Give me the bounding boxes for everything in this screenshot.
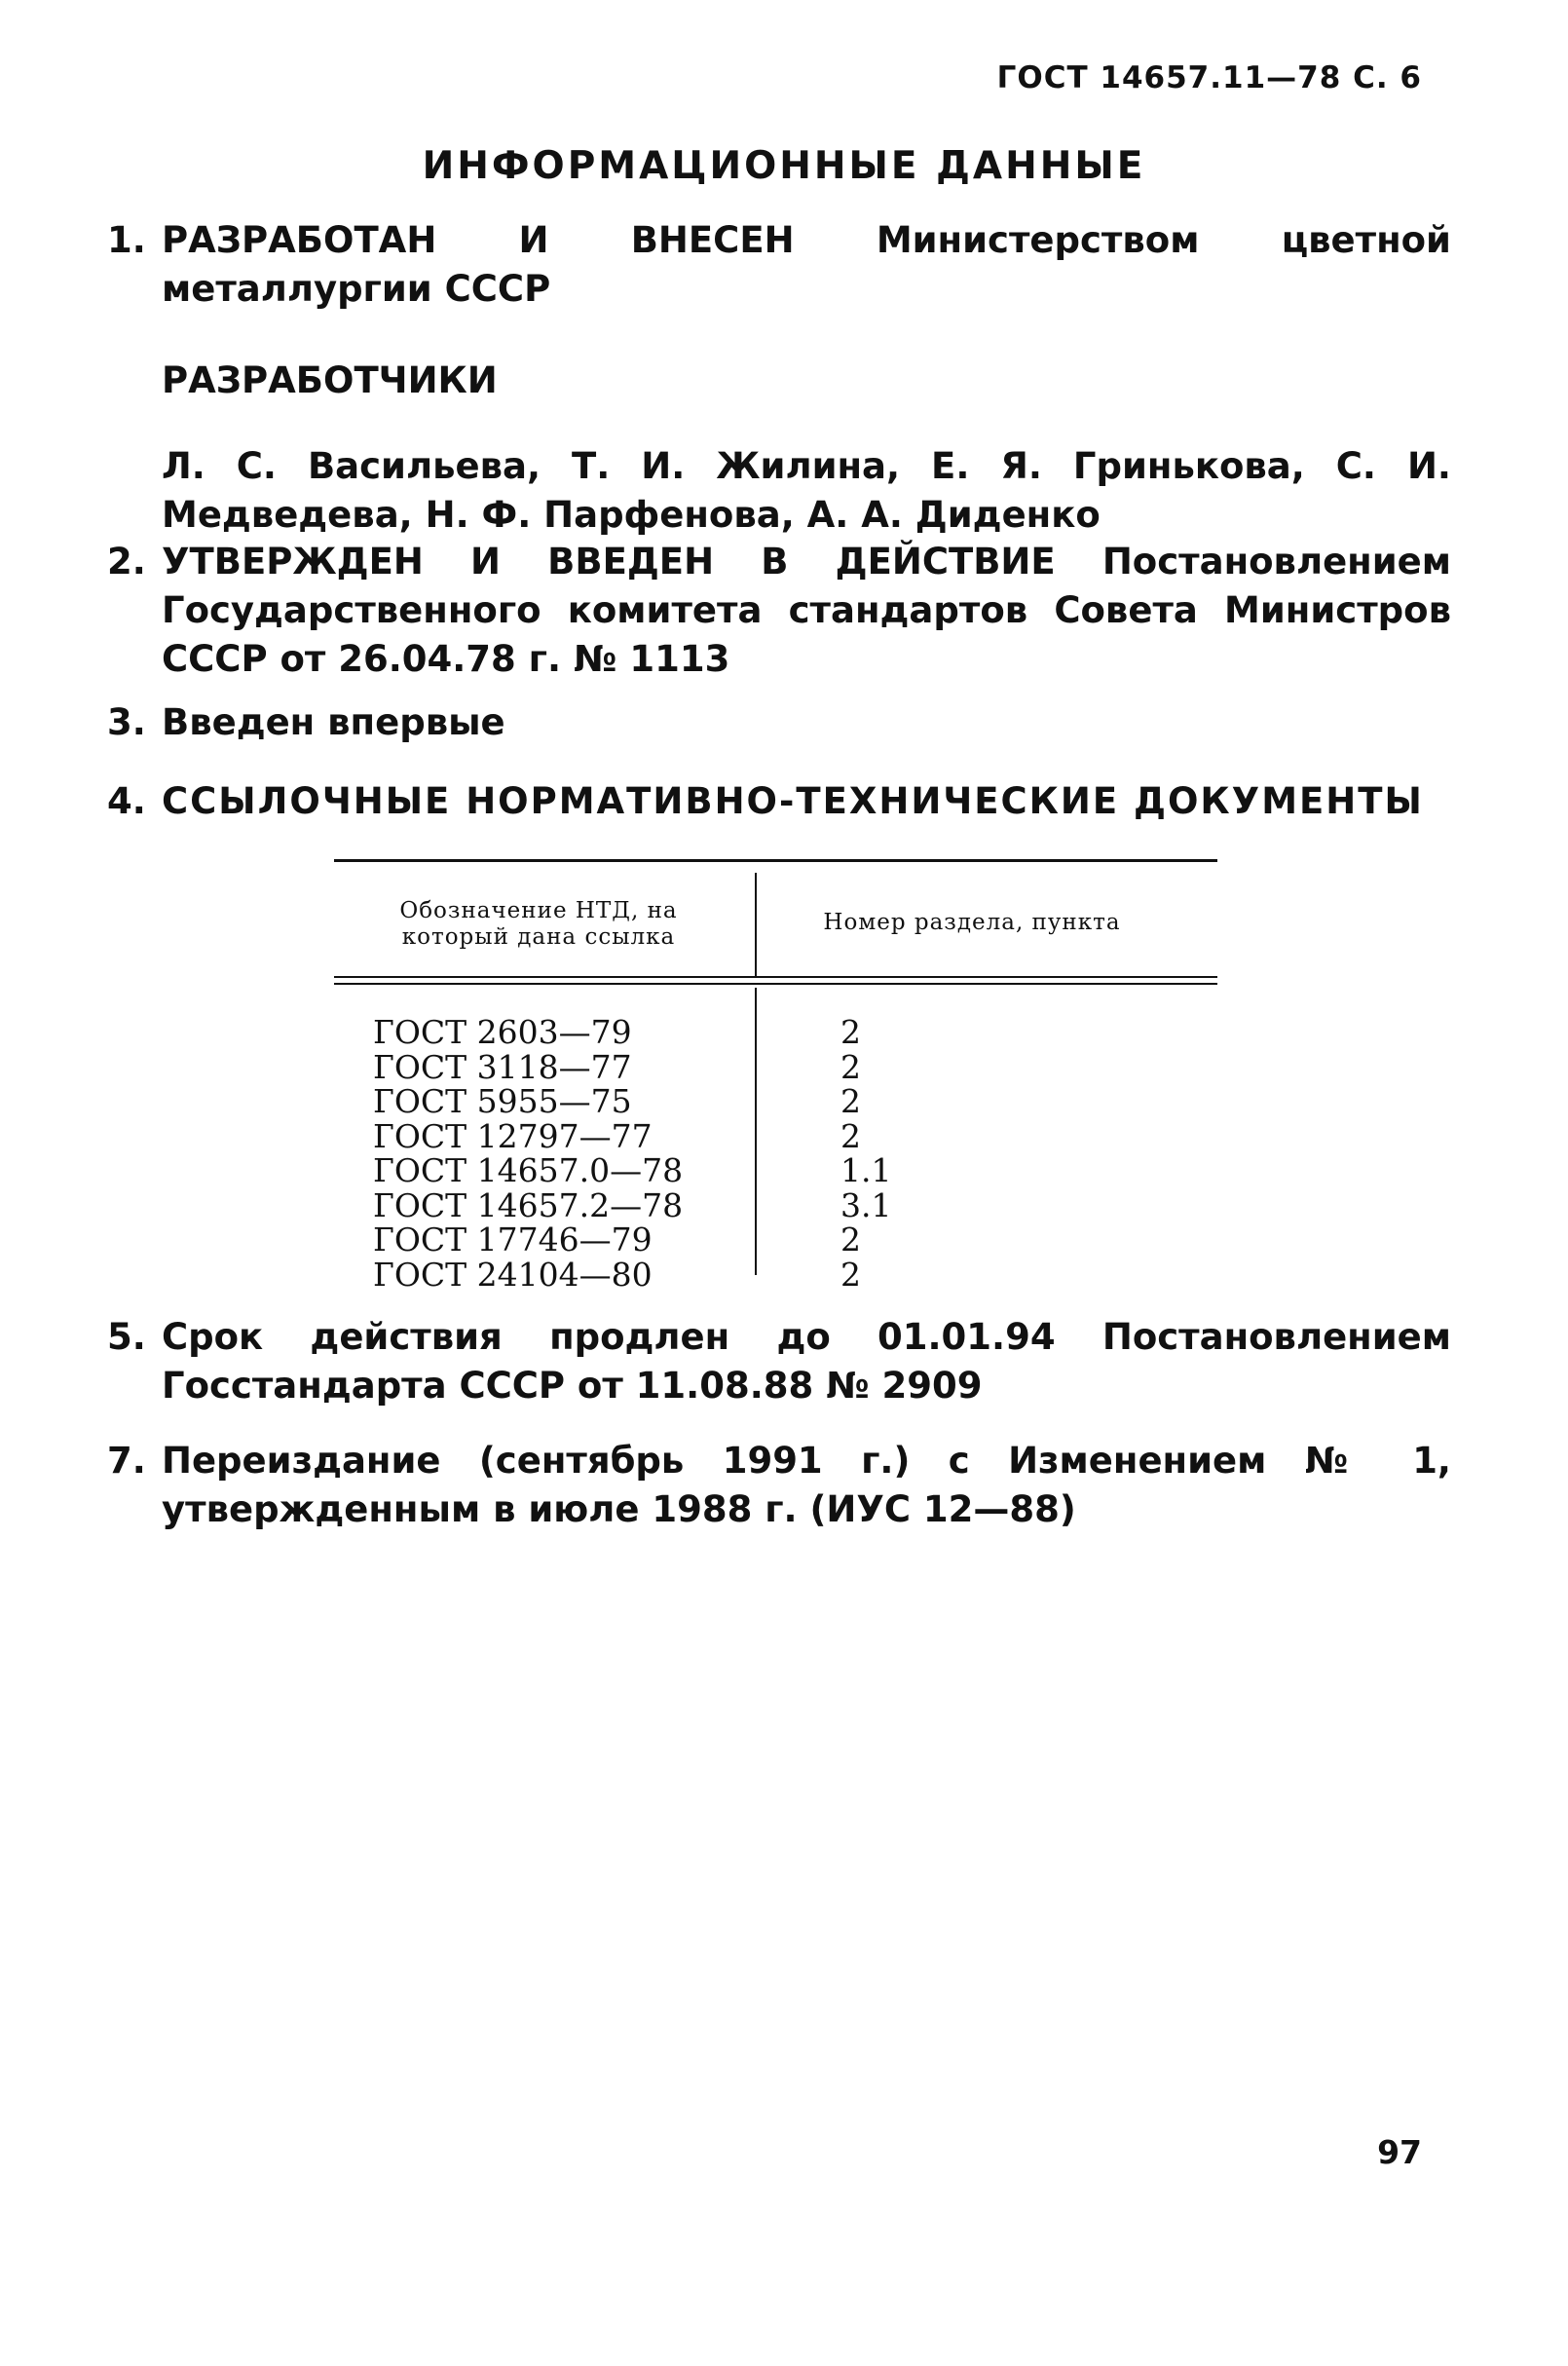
table-cell-designation: ГОСТ 14657.0—78	[373, 1151, 684, 1189]
item-number: 4.	[107, 780, 146, 822]
table-cell-designation: ГОСТ 17746—79	[373, 1221, 653, 1258]
table-cell-section: 2	[840, 1221, 861, 1258]
table-cell-designation: ГОСТ 2603—79	[373, 1013, 632, 1051]
column-header-section: Номер раздела, пункта	[823, 910, 1121, 935]
info-item-7	[107, 1437, 1451, 1534]
info-item-1	[107, 216, 1451, 540]
table-cell-designation: ГОСТ 24104—80	[373, 1255, 653, 1294]
info-item-3	[107, 698, 1451, 747]
table-cell-section: 2	[840, 1255, 861, 1294]
table-cell-section: 3.1	[840, 1185, 892, 1224]
table-header-rule	[334, 983, 1217, 985]
item-number: 2.	[107, 541, 146, 582]
item-text: УТВЕРЖДЕН И ВВЕДЕН В ДЕЙСТВИЕ Постановлением Государственного комитета стандартов Совета Министров СССР от 26.04.78 г. № 1113	[162, 541, 1451, 680]
item-number: 3.	[107, 701, 146, 743]
page-title: ИНФОРМАЦИОННЫЕ ДАННЫЕ	[422, 144, 1146, 188]
designation-column	[373, 1015, 683, 1292]
table-top-rule	[334, 859, 1217, 862]
info-item-4	[107, 777, 1451, 826]
item-text: Переиздание (сентябрь 1991 г.) с Изменением № 1, утвержденным в июле 1988 г. (ИУС 12—88)	[162, 1440, 1451, 1530]
item-number: 7.	[107, 1440, 146, 1482]
item-text: РАЗРАБОТАН И ВНЕСЕН Министерством цветной металлургии СССР	[162, 219, 1451, 310]
table-cell-section: 2	[840, 1116, 861, 1155]
table-cell-designation: ГОСТ 5955—75	[373, 1082, 632, 1120]
item-text: ССЫЛОЧНЫЕ НОРМАТИВНО-ТЕХНИЧЕСКИЕ ДОКУМЕНТЫ	[162, 780, 1424, 822]
item-text: Введен впервые	[162, 701, 505, 743]
table-cell-section: 2	[840, 1082, 861, 1120]
table-cell-designation: ГОСТ 3118—77	[373, 1047, 632, 1086]
developers-heading: РАЗРАБОТЧИКИ	[162, 359, 498, 401]
item-number: 5.	[107, 1316, 146, 1358]
table-column-divider	[755, 988, 757, 1275]
column-header-designation: Обозначение НТД, на который дана ссылка	[399, 898, 678, 950]
table-cell-designation: ГОСТ 14657.2—78	[373, 1185, 684, 1224]
page-number: 97	[1377, 2133, 1422, 2171]
reference-documents-table	[334, 859, 1217, 1294]
table-cell-section: 2	[840, 1047, 861, 1086]
developers-list: Л. С. Васильева, Т. И. Жилина, Е. Я. Гринькова, С. И. Медведева, Н. Ф. Парфенова, А. А. Диденко	[162, 445, 1451, 536]
info-item-5	[107, 1313, 1451, 1410]
table-header-rule	[334, 976, 1217, 978]
table-cell-section: 1.1	[840, 1151, 892, 1189]
table-cell-section: 2	[840, 1013, 861, 1051]
table-cell-designation: ГОСТ 12797—77	[373, 1116, 653, 1155]
info-item-2	[107, 538, 1451, 684]
item-number: 1.	[107, 219, 146, 261]
section-column	[840, 1015, 891, 1292]
document-reference-header: ГОСТ 14657.11—78 С. 6	[996, 60, 1422, 95]
item-text: Срок действия продлен до 01.01.94 Постановлением Госстандарта СССР от 11.08.88 № 2909	[162, 1316, 1451, 1407]
